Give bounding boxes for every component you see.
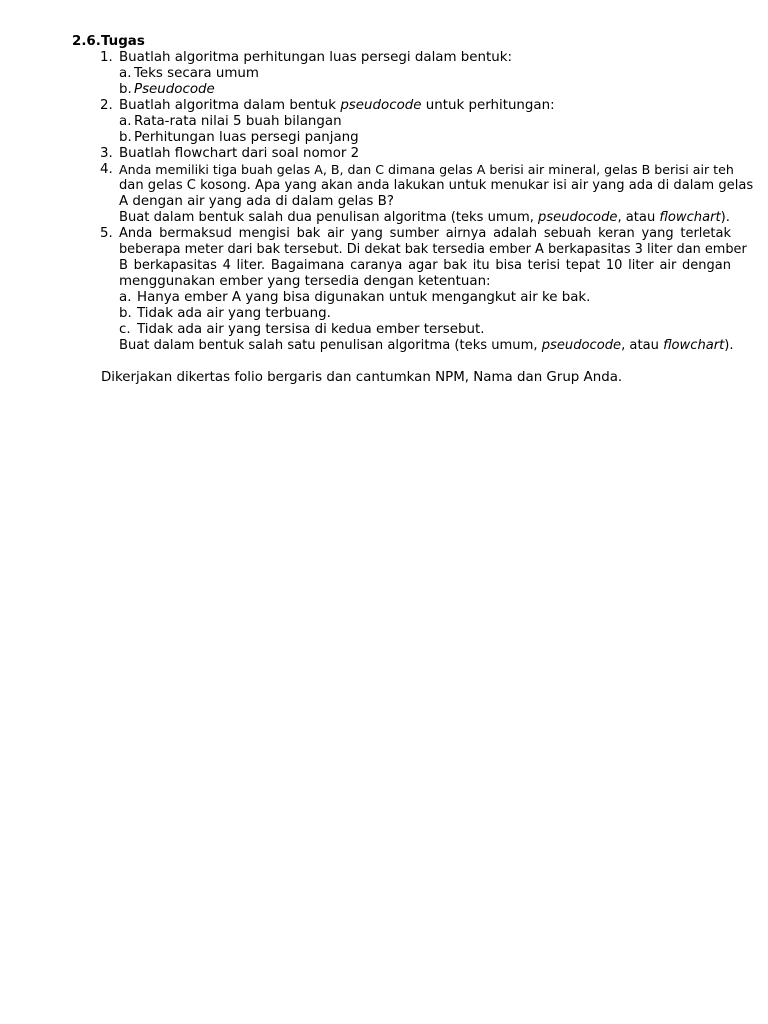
item-5-line-3: B berkapasitas 4 liter. Bagaimana caranya agar bak itu bisa terisi tepat 10 liter air dengan	[119, 258, 731, 273]
item-2-text-before: Buatlah algoritma dalam bentuk	[119, 98, 341, 113]
item-4-number: 4.	[100, 162, 113, 177]
item-2-sub-a-text: Rata-rata nilai 5 buah bilangan	[134, 114, 342, 129]
item-1-text: Buatlah algoritma perhitungan luas persegi dalam bentuk:	[119, 50, 513, 65]
item-5-line-2: beberapa meter dari bak tersebut. Di dekat bak tersedia ember A berkapasitas 3 liter dan ember	[119, 242, 747, 257]
item-4-note	[119, 210, 730, 226]
item-5-sub-b-text: Tidak ada air yang terbuang.	[137, 306, 331, 321]
item-4-line-1: Anda memiliki tiga buah gelas A, B, dan C dimana gelas A berisi air mineral, gelas B berisi air teh	[119, 162, 734, 177]
item-2-number: 2.	[100, 98, 113, 113]
item-4-note-mid: , atau	[617, 210, 660, 225]
footer-note: Dikerjakan dikertas folio bergaris dan cantumkan NPM, Nama dan Grup Anda.	[101, 370, 623, 385]
item-2-sub-b-text: Perhitungan luas persegi panjang	[134, 130, 359, 145]
item-2-sub-b-label: b.	[119, 130, 132, 145]
section-number: 2.6.	[72, 34, 101, 49]
item-4-note-after: ).	[720, 210, 730, 225]
item-5-note-after: ).	[724, 338, 734, 353]
item-5-number: 5.	[100, 226, 113, 241]
item-2-text	[119, 98, 555, 114]
item-1-sub-b-label: b.	[119, 82, 132, 97]
item-5-sub-a-label: a.	[119, 290, 132, 305]
item-4-note-before: Buat dalam bentuk salah dua penulisan algoritma (teks umum,	[119, 210, 539, 225]
item-5-sub-c-text: Tidak ada air yang tersisa di kedua ember tersebut.	[137, 322, 485, 337]
item-5-sub-b-label: b.	[119, 306, 132, 321]
item-4-note-italic-1: pseudocode	[538, 210, 618, 225]
item-3-text: Buatlah flowchart dari soal nomor 2	[119, 146, 360, 161]
item-5-line-1: Anda bermaksud mengisi bak air yang sumber airnya adalah sebuah keran yang terletak	[119, 226, 731, 241]
item-3-number: 3.	[100, 146, 113, 161]
section-title: Tugas	[101, 34, 145, 49]
item-5-note-before: Buat dalam bentuk salah satu penulisan algoritma (teks umum,	[119, 338, 542, 353]
item-5-line-4: menggunakan ember yang tersedia dengan ketentuan:	[119, 274, 491, 289]
item-4-note-italic-2: flowchart	[659, 210, 721, 225]
item-5-note	[119, 338, 734, 354]
item-1-sub-a-text: Teks secara umum	[134, 66, 259, 81]
item-4-line-3: A dengan air yang ada di dalam gelas B?	[119, 194, 394, 209]
item-4-line-2: dan gelas C kosong. Apa yang akan anda lakukan untuk menukar isi air yang ada di dalam gelas	[119, 178, 754, 193]
item-1-sub-a-label: a.	[119, 66, 132, 81]
item-5-sub-c-label: c.	[119, 322, 131, 337]
item-1-sub-b-text: Pseudocode	[134, 82, 215, 97]
item-2-sub-a-label: a.	[119, 114, 132, 129]
item-5-note-italic-2: flowchart	[663, 338, 725, 353]
item-5-note-italic-1: pseudocode	[541, 338, 622, 353]
item-5-sub-a-text: Hanya ember A yang bisa digunakan untuk mengangkut air ke bak.	[137, 290, 591, 305]
item-1-number: 1.	[100, 50, 113, 65]
item-2-text-italic: pseudocode	[340, 98, 422, 113]
item-5-note-mid: , atau	[621, 338, 664, 353]
item-2-text-after: untuk perhitungan:	[421, 98, 555, 113]
